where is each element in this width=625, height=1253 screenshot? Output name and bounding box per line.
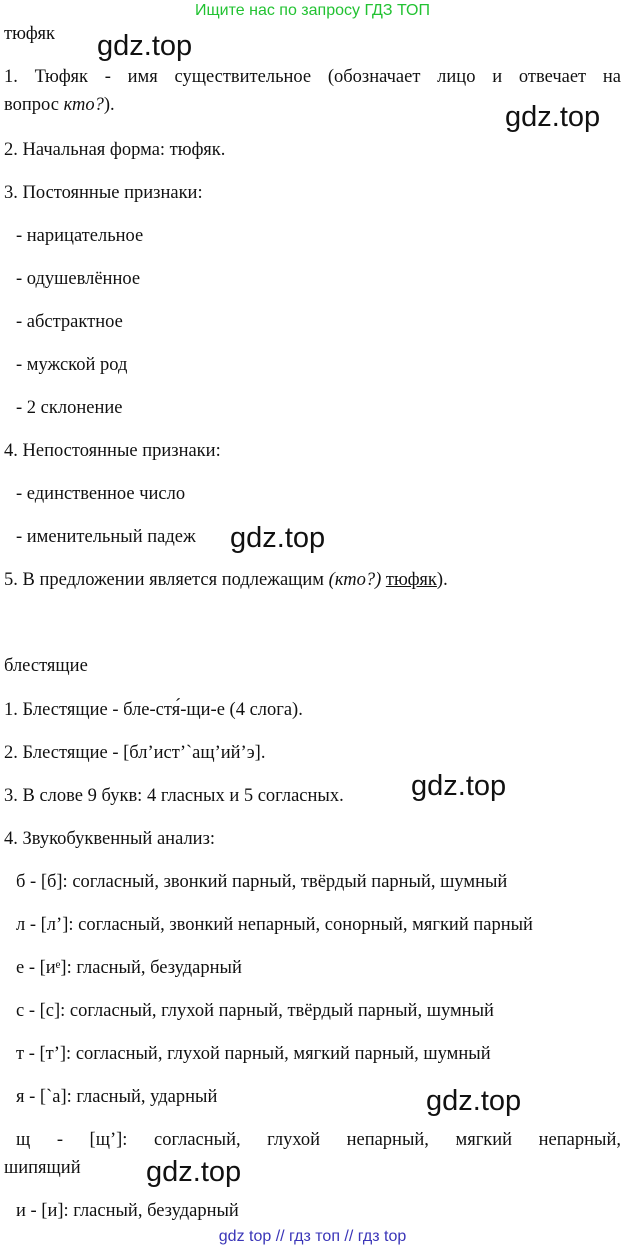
sound-row-continuation: шипящий (4, 1158, 81, 1178)
feature-item: - единственное число (16, 484, 186, 504)
sound-row: щ - [щ’]: согласный, глухой непарный, мягкий непарный, (16, 1130, 621, 1150)
watermark: gdz.top (505, 101, 601, 133)
paragraph-3: 3. В слове 9 букв: 4 гласных и 5 согласных. (4, 786, 344, 806)
sound-row: е - [иᵉ]: гласный, безударный (16, 958, 242, 978)
sound-row: т - [т’]: согласный, глухой парный, мягкий парный, шумный (16, 1044, 491, 1064)
feature-item: - мужской род (16, 355, 128, 375)
paragraph-3: 3. Постоянные признаки: (4, 183, 203, 203)
watermark: gdz.top (97, 30, 193, 62)
word-heading-tyufyak: тюфяк (4, 24, 56, 44)
paragraph-4: 4. Звукобуквенный анализ: (4, 829, 216, 849)
feature-item: - одушевлённое (16, 269, 141, 289)
word-heading-blestyashchie: блестящие (4, 656, 88, 676)
feature-item: - абстрактное (16, 312, 123, 332)
footer-links[interactable]: gdz top // гдз топ // гдз top (218, 1228, 407, 1245)
watermark: gdz.top (411, 770, 507, 802)
feature-item: - 2 склонение (16, 398, 123, 418)
sound-row: с - [с]: согласный, глухой парный, твёрдый парный, шумный (16, 1001, 494, 1021)
paragraph-1: 1. Блестящие - бле-стя́-щи-е (4 слога). (4, 700, 303, 720)
paragraph-2: 2. Начальная форма: тюфяк. (4, 140, 226, 160)
sound-row: и - [и]: гласный, безударный (16, 1201, 239, 1221)
watermark: gdz.top (146, 1156, 242, 1188)
watermark: gdz.top (230, 522, 326, 554)
paragraph-4: 4. Непостоянные признаки: (4, 441, 221, 461)
sound-row: л - [л’]: согласный, звонкий непарный, сонорный, мягкий парный (16, 915, 533, 935)
watermark: gdz.top (426, 1085, 522, 1117)
sound-row: я - [`а]: гласный, ударный (16, 1087, 218, 1107)
feature-item: - нарицательное (16, 226, 144, 246)
sound-row: б - [б]: согласный, звонкий парный, твёрдый парный, шумный (16, 872, 508, 892)
feature-item: - именительный падеж (16, 527, 196, 547)
paragraph-5: 5. В предложении является подлежащим (кто?) тюфяк). (4, 570, 448, 590)
search-banner[interactable]: Ищите нас по запросу ГДЗ ТОП (195, 2, 430, 19)
paragraph-1a: 1. Тюфяк - имя существительное (обозначает лицо и отвечает на (4, 67, 621, 87)
paragraph-2: 2. Блестящие - [бл’ист’`ащ’ий’э]. (4, 743, 266, 763)
paragraph-1b: вопрос кто?). (4, 95, 115, 115)
